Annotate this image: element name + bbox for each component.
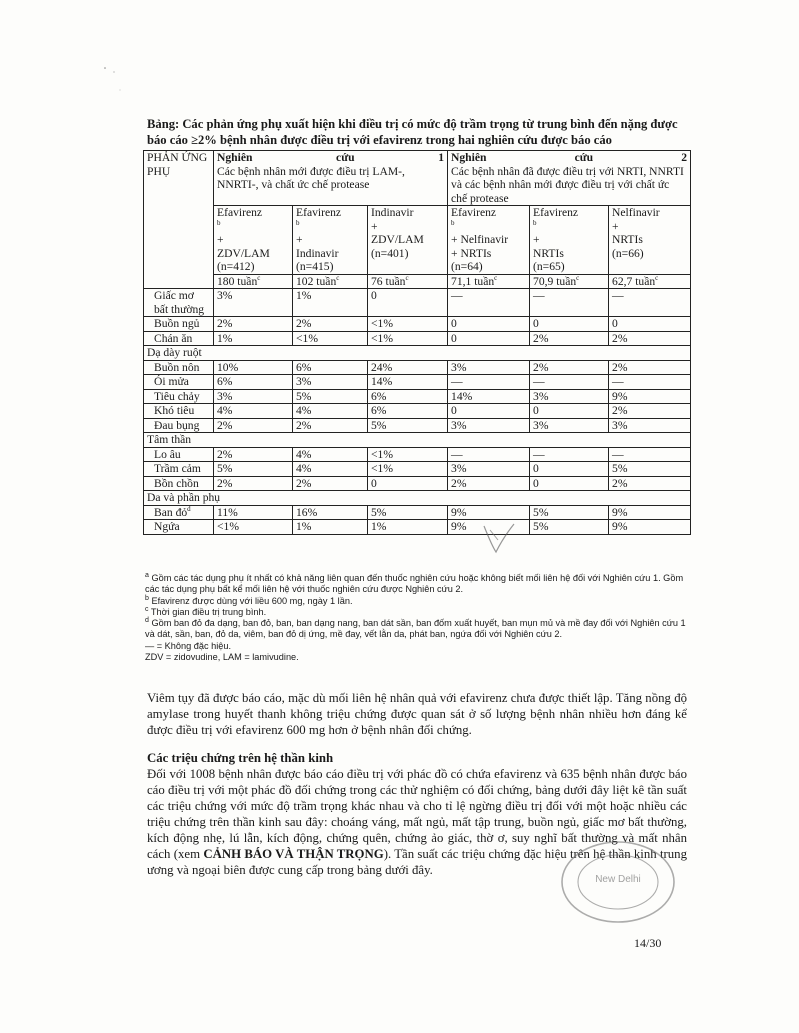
section-row: [144, 346, 691, 361]
duration-footnote-marker: c: [494, 274, 498, 282]
table-row: [144, 505, 691, 520]
table-cell: 0: [609, 317, 691, 332]
table-cell: 10%: [214, 360, 293, 375]
footnote: ZDV = zidovudine, LAM = lamivudine.: [145, 652, 299, 663]
arm-duration: 62,7 tuần$^c$: [609, 274, 691, 289]
table-cell: 4%: [293, 447, 368, 462]
table-cell: 3%: [609, 418, 691, 433]
table-cell: 3%: [448, 360, 530, 375]
arm-n: (n=64): [451, 260, 483, 273]
table-row: [144, 375, 691, 390]
seal-stamp: [554, 836, 680, 928]
table-cell: 0: [530, 317, 609, 332]
paragraph-nervous: Đối với 1008 bệnh nhân được báo cáo điều trị với phác đồ có chứa efavirenz và 635 bệnh nhân được báo cáo điều trị với một phác đồ đối chứng trong các thử nghiệm có đối chứng, bảng dưới đây liệt kê tần suất các triệu chứng với mức độ trầm trọng khác nhau và cho tỉ lệ ngừng điều trị đối với một hoặc nhiều các triệu chứng trên thần kinh sau đây: choáng váng, mất ngủ, mất tập trung, buồn ngủ, giấc mơ bất thường, kích động nhẹ, lú lẫn, kích động, chứng quên, chứng ảo giác, thờ ơ, suy nghĩ bất thường và mất nhân cách (xem CẢNH BÁO VÀ THẬN TRỌNG). Tần suất các triệu chứng đặc hiệu trên hệ thần kinh trung ương và ngoại biên được cung cấp trong bảng dưới đây.: [147, 767, 687, 877]
study-2-title: Nghiên cứu 2: [451, 151, 688, 164]
table-cell: —: [609, 289, 691, 317]
table-cell: <1%: [368, 447, 448, 462]
reaction-name: Ngứa: [144, 520, 214, 535]
arm-n: (n=401): [371, 246, 409, 260]
table-cell: 2%: [448, 476, 530, 491]
section-title: Dạ dày ruột: [144, 346, 691, 361]
arm-header: [609, 206, 691, 275]
table-cell: 5%: [530, 520, 609, 535]
duration-footnote-marker: c: [257, 274, 261, 282]
paragraph-pancreatitis: Viêm tụy đã được báo cáo, mặc dù mối liên hệ nhân quả với efavirenz chưa được thiết lập. Tăng nồng độ amylase trong huyết thanh không triệu chứng được quan sát ở số lượng bệnh nhân nhiều hơn đáng kể được điều trị với efavirenz 600 mg hơn ở bệnh nhân đối chứng.: [147, 691, 687, 737]
table-cell: 1%: [214, 331, 293, 346]
table-cell: 6%: [214, 375, 293, 390]
table-cell: 9%: [609, 505, 691, 520]
arm-footnote-marker: b: [296, 218, 300, 227]
arm-duration: 70,9 tuần$^c$: [530, 274, 609, 289]
arm-combo: +: [296, 233, 303, 246]
table-body: [144, 289, 691, 535]
page-number: 14/30: [634, 936, 662, 950]
table-cell: 1%: [293, 289, 368, 317]
table-cell: 2%: [609, 404, 691, 419]
table-cell: <1%: [368, 317, 448, 332]
table-cell: 0: [530, 404, 609, 419]
table-cell: 14%: [368, 375, 448, 390]
header-row-studies: [144, 151, 691, 206]
table-cell: —: [448, 375, 530, 390]
footnote: — = Không đặc hiệu.: [145, 640, 232, 651]
section-heading-nervous: Các triệu chứng trên hệ thần kinh: [147, 751, 334, 765]
arm-duration: 71,1 tuần$^c$: [448, 274, 530, 289]
study-1-title: Nghiên cứu 1: [217, 151, 445, 164]
arm-duration: 76 tuần$^c$: [368, 274, 448, 289]
table-row: [144, 447, 691, 462]
arm-drug: Efavirenz: [217, 206, 263, 219]
footnote-marker: b: [145, 594, 149, 602]
table-cell: 3%: [293, 375, 368, 390]
study-1-desc: Các bệnh nhân mới được điều trị LAM-, NNRTI-, và chất ức chế protease: [217, 164, 405, 191]
table-row: [144, 389, 691, 404]
arm-header: [293, 206, 368, 275]
table-cell: 5%: [530, 505, 609, 520]
table-cell: 4%: [293, 404, 368, 419]
table-cell: 0: [530, 476, 609, 491]
arm-n: (n=415): [296, 260, 334, 273]
table-cell: 4%: [293, 462, 368, 477]
header-row-arms: [144, 206, 691, 275]
reaction-name: Trầm cảm: [144, 462, 214, 477]
table-cell: 0: [530, 462, 609, 477]
table-cell: 24%: [368, 360, 448, 375]
table-caption: Bảng: Các phản ứng phụ xuất hiện khi điều trị có mức độ trầm trọng từ trung bình đến nặng được báo cáo ≥2% bệnh nhân được điều trị với efavirenz trong hai nghiên cứu được báo cáo: [147, 117, 678, 147]
table-cell: 2%: [609, 360, 691, 375]
header-row-weeks: [144, 274, 691, 289]
duration-footnote-marker: c: [405, 274, 409, 282]
reaction-name: Ban đỏ$^d$: [144, 505, 214, 520]
footnote: $^b$ Efavirenz được dùng với liều 600 mg, ngày 1 lần.: [145, 594, 353, 606]
reaction-name: Buồn ngủ: [144, 317, 214, 332]
scan-specks: [100, 60, 140, 100]
table-row: [144, 317, 691, 332]
table-cell: 3%: [214, 389, 293, 404]
study-2-header: [448, 151, 691, 206]
reaction-name: Ói mửa: [144, 375, 214, 390]
table-row: [144, 520, 691, 535]
reaction-name: Bồn chồn: [144, 476, 214, 491]
study-2-desc: Các bệnh nhân đã được điều trị với NRTI, NNRTI và các bệnh nhân mới được điều trị với chất ức chế protease: [451, 164, 684, 205]
reaction-name: Đau bụng: [144, 418, 214, 433]
reaction-name: Buồn nôn: [144, 360, 214, 375]
table-cell: 1%: [293, 520, 368, 535]
section-title: Tâm thần: [144, 433, 691, 448]
table-cell: 9%: [609, 520, 691, 535]
table-cell: 2%: [530, 360, 609, 375]
arm-drug: Nelfinavir: [612, 206, 660, 219]
table-cell: 2%: [293, 317, 368, 332]
table-cell: —: [609, 447, 691, 462]
table-row: [144, 289, 691, 317]
arm-drug: Indinavir: [371, 206, 414, 219]
table-cell: 2%: [609, 331, 691, 346]
arm-backbone: NRTIs: [612, 233, 643, 246]
table-cell: —: [530, 289, 609, 317]
table-cell: 0: [368, 476, 448, 491]
table-cell: 2%: [609, 476, 691, 491]
arm-n: (n=65): [533, 260, 565, 273]
stamp-text: New Delhi: [595, 874, 641, 885]
table-row: [144, 418, 691, 433]
table-cell: 2%: [214, 447, 293, 462]
arm-backbone: Indinavir: [296, 246, 339, 260]
table-cell: 3%: [448, 462, 530, 477]
table-cell: 9%: [448, 505, 530, 520]
table-cell: 6%: [293, 360, 368, 375]
footnote-marker: a: [145, 571, 149, 579]
arm-backbone: + NRTIs: [451, 246, 492, 260]
table-cell: —: [448, 447, 530, 462]
reaction-footnote-marker: d: [187, 505, 191, 513]
table-cell: 0: [368, 289, 448, 317]
arm-header: [530, 206, 609, 275]
arm-backbone: ZDV/LAM: [371, 233, 424, 246]
table-cell: 2%: [530, 331, 609, 346]
arm-footnote-marker: b: [451, 218, 455, 227]
table-footnotes: [145, 573, 693, 663]
table-cell: 16%: [293, 505, 368, 520]
arm-combo: + Nelfinavir: [451, 233, 509, 246]
arm-combo: +: [371, 219, 378, 233]
table-row: [144, 462, 691, 477]
table-cell: 6%: [368, 389, 448, 404]
arm-n: (n=412): [217, 260, 255, 273]
arm-drug: Efavirenz: [451, 206, 497, 219]
table-cell: 5%: [609, 462, 691, 477]
adverse-reactions-table: [143, 150, 691, 535]
table-cell: —: [530, 447, 609, 462]
reaction-name: Chán ăn: [144, 331, 214, 346]
section-row: [144, 491, 691, 506]
table-cell: 11%: [214, 505, 293, 520]
table-cell: <1%: [214, 520, 293, 535]
reaction-name: Giấc mơ bất thường: [144, 289, 214, 317]
table-cell: 2%: [293, 418, 368, 433]
arm-footnote-marker: b: [533, 218, 537, 227]
table-cell: 2%: [214, 418, 293, 433]
arm-header: [214, 206, 293, 275]
arm-backbone: ZDV/LAM: [217, 246, 270, 260]
footnote-marker: d: [145, 617, 149, 625]
table-cell: 0: [448, 404, 530, 419]
table-cell: —: [448, 289, 530, 317]
duration-footnote-marker: c: [576, 274, 580, 282]
table-cell: —: [609, 375, 691, 390]
table-cell: 2%: [214, 476, 293, 491]
arm-combo: +: [612, 219, 619, 233]
table-cell: 3%: [448, 418, 530, 433]
table-cell: 2%: [293, 476, 368, 491]
table-cell: 5%: [368, 505, 448, 520]
reaction-name: Lo âu: [144, 447, 214, 462]
table-cell: 3%: [530, 418, 609, 433]
reaction-column-header: PHẢN ỨNG PHỤ: [144, 151, 214, 289]
reaction-name: Tiêu chảy: [144, 389, 214, 404]
footnote-marker: c: [145, 605, 149, 613]
arm-drug: Efavirenz: [296, 206, 342, 219]
table-cell: 9%: [448, 520, 530, 535]
table-cell: 5%: [214, 462, 293, 477]
table-cell: 5%: [293, 389, 368, 404]
footnote: $^a$ Gồm các tác dụng phụ ít nhất có khả năng liên quan đến thuốc nghiên cứu hoặc không biết mối liên hệ đối với Nghiên cứu 1. Gồm các tác dụng phụ bất kể mối liên hệ với thuốc nghiên cứu được Nghiên cứu 2.: [145, 571, 684, 595]
arm-drug: Efavirenz: [533, 206, 579, 219]
table-cell: <1%: [293, 331, 368, 346]
arm-n: (n=66): [612, 246, 644, 260]
table-cell: 6%: [368, 404, 448, 419]
table-cell: 14%: [448, 389, 530, 404]
table-row: [144, 331, 691, 346]
table-cell: 1%: [368, 520, 448, 535]
footnote: $^d$ Gồm ban đỏ đa dạng, ban đỏ, ban, ban dạng nang, ban dát sần, ban đốm xuất huyết, ban mụn mủ và mề đay đối với Nghiên cứu 1 và dát, sần, ban, đỏ da, viêm, ban đỏ dị ứng, mề đay, vết lằn da, phát ban, ngứa đối với Nghiên cứu 2.: [145, 617, 686, 640]
duration-footnote-marker: c: [655, 274, 659, 282]
table-cell: —: [530, 375, 609, 390]
table-cell: 0: [448, 331, 530, 346]
table-row: [144, 476, 691, 491]
table-row: [144, 404, 691, 419]
study-1-header: [214, 151, 448, 206]
arm-backbone: NRTIs: [533, 246, 564, 260]
table-cell: <1%: [368, 462, 448, 477]
arm-combo: +: [217, 233, 224, 246]
table-cell: 5%: [368, 418, 448, 433]
table-cell: 3%: [530, 389, 609, 404]
table-cell: 3%: [214, 289, 293, 317]
table-cell: 9%: [609, 389, 691, 404]
table-cell: <1%: [368, 331, 448, 346]
arm-header: [368, 206, 448, 275]
section-row: [144, 433, 691, 448]
table-row: [144, 360, 691, 375]
handwritten-mark: [478, 520, 518, 558]
arm-duration: 102 tuần$^c$: [293, 274, 368, 289]
reaction-name: Khó tiêu: [144, 404, 214, 419]
table-cell: 4%: [214, 404, 293, 419]
footnote: $^c$ Thời gian điều trị trung bình.: [145, 605, 267, 617]
section-title: Da và phần phụ: [144, 491, 691, 506]
table-cell: 2%: [214, 317, 293, 332]
warning-reference: CẢNH BÁO VÀ THẬN TRỌNG: [203, 847, 384, 861]
arm-header: [448, 206, 530, 275]
arm-duration: 180 tuần$^c$: [214, 274, 293, 289]
duration-footnote-marker: c: [336, 274, 340, 282]
arm-combo: +: [533, 233, 540, 246]
table-cell: 0: [448, 317, 530, 332]
arm-footnote-marker: b: [217, 218, 221, 227]
